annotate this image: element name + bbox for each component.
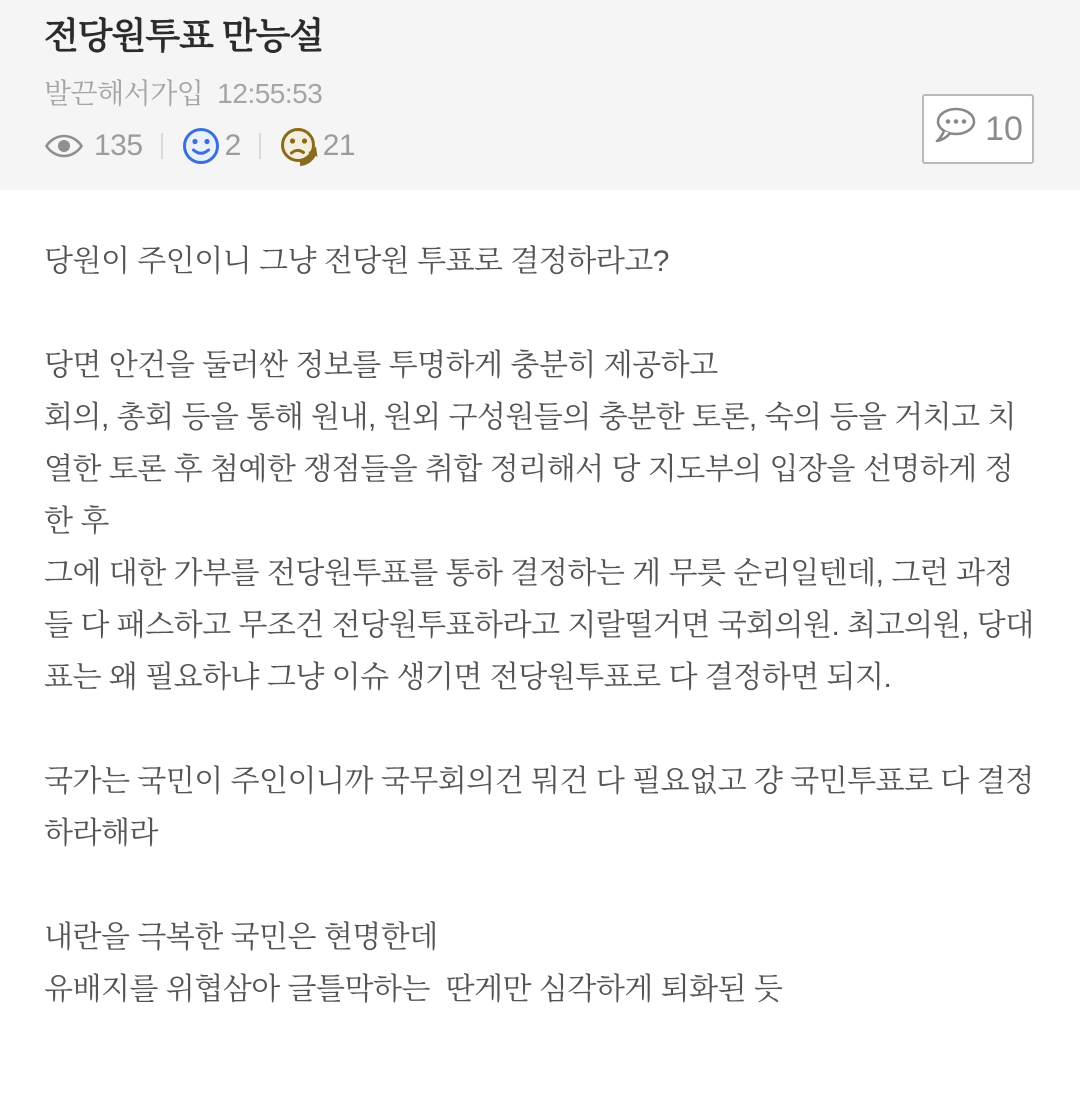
- speech-bubble-icon: [933, 107, 977, 152]
- post-header: [0, 0, 1080, 190]
- body-line: 내란을 극복한 국민은 현명한데: [44, 921, 438, 954]
- stat-separator: [259, 133, 261, 159]
- frown-face-arrow-icon: [279, 126, 319, 166]
- body-line: 유배지를 위협삼아 글틀막하는 딴게만 심각하게 퇴화된 듯: [44, 973, 783, 1006]
- post-meta: [44, 72, 1034, 112]
- post-title: 전당원투표 만능설: [44, 15, 324, 56]
- eye-icon: [44, 132, 84, 160]
- author-name[interactable]: 발끈해서가입: [44, 78, 204, 109]
- dislike-count-value: 21: [322, 129, 356, 162]
- body-line-blank: [44, 288, 1038, 340]
- post-body: [0, 190, 1080, 1016]
- body-line: 국가는 국민이 주인이니까 국무회의건 뭐건 다 필요없고 걍 국민투표로 다 결정하라해라: [44, 765, 1034, 850]
- comment-count-value: 10: [985, 109, 1023, 148]
- view-count-value: 135: [94, 129, 143, 162]
- dislike-count: [279, 126, 355, 166]
- smiley-face-icon: [181, 126, 221, 166]
- like-count-value: 2: [224, 129, 241, 162]
- view-count: [44, 129, 143, 163]
- stat-separator: [161, 133, 163, 159]
- body-line-blank: [44, 860, 1038, 912]
- body-line-blank: [44, 704, 1038, 756]
- post-stats: [44, 126, 1034, 166]
- body-line: 회의, 총회 등을 통해 원내, 원외 구성원들의 충분한 토론, 숙의 등을 거치고 치열한 토론 후 첨예한 쟁점들을 취합 정리해서 당 지도부의 입장을 선명하게 정한 후: [44, 401, 1016, 538]
- body-line: 당면 안건을 둘러싼 정보를 투명하게 충분히 제공하고: [44, 349, 718, 382]
- comment-count-button[interactable]: [922, 94, 1034, 164]
- body-line: 그에 대한 가부를 전당원투표를 통하 결정하는 게 무릇 순리일텐데, 그런 과정들 다 패스하고 무조건 전당원투표하라고 지랄떨거면 국회의원. 최고의원, 당대표는 왜 필요하냐 그냥 이슈 생기면 전당원투표로 다 결정하면 되지.: [44, 557, 1034, 694]
- like-count: [181, 126, 241, 166]
- post-timestamp: 12:55:53: [217, 78, 323, 109]
- body-line: 당원이 주인이니 그냥 전당원 투표로 결정하라고?: [44, 245, 669, 278]
